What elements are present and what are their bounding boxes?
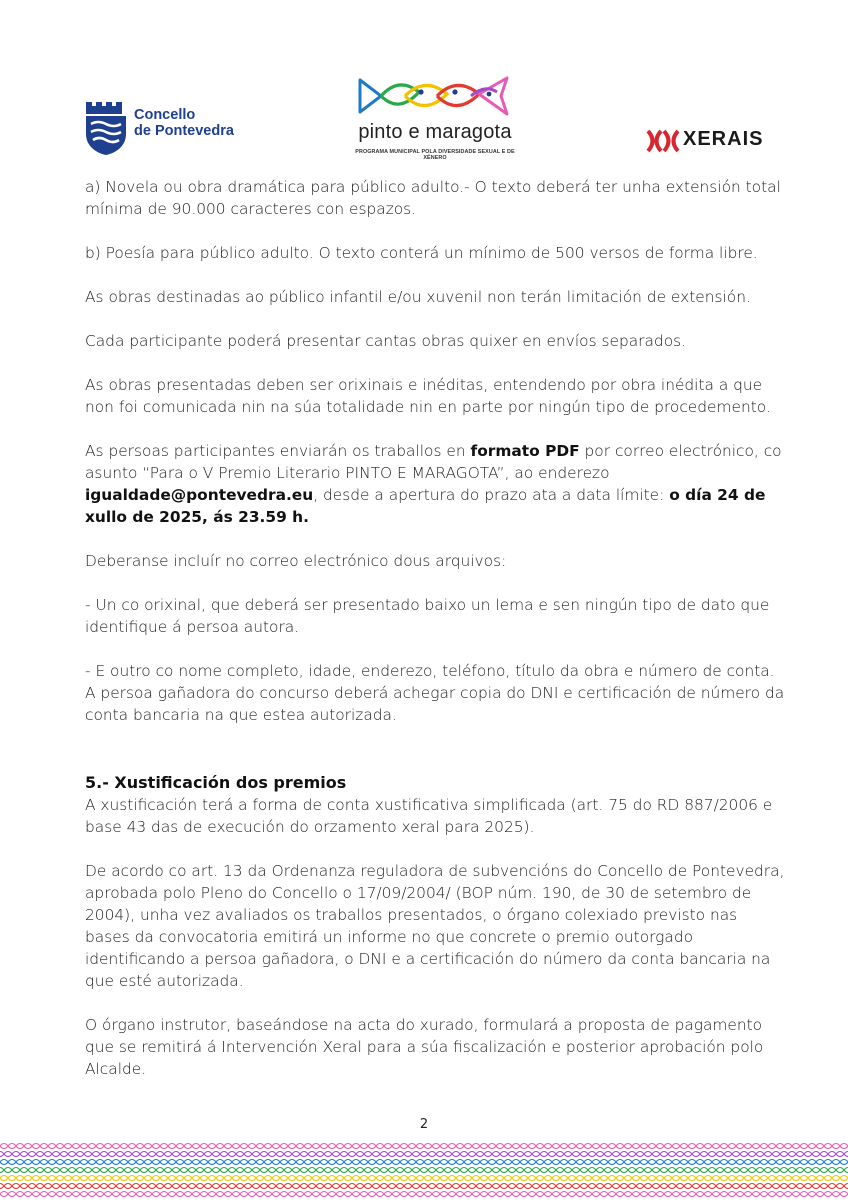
fish-pattern-icon: [0, 1142, 848, 1200]
paragraph-infantil: As obras destinadas ao público infantil e/ou xuvenil non terán limitación de extensión.: [85, 288, 751, 306]
footer-pattern-row: [0, 1176, 848, 1181]
paragraph-orixinal: - Un co orixinal, que deberá ser presentado baixo un lema e sen ningún tipo de dato que identifique á persoa autora.: [85, 596, 770, 636]
pontevedra-shield-icon: [84, 94, 128, 156]
deadline-date: o día 24 de xullo de 2025, ás 23.59 h.: [85, 486, 766, 526]
paragraph-cada-participante: Cada participante poderá presentar cantas obras quixer en envíos separados.: [85, 332, 687, 350]
envio-text-2: por correo electrónico, co asunto “Para o V Premio Literario PINTO E MARAGOTA”, ao enderezo: [85, 442, 782, 482]
xerais-x-icon: [645, 128, 681, 154]
paragraph-obras-ineditas: As obras presentadas deben ser orixinais e inéditas, entendendo por obra inédita a que non foi comunicada nin na súa totalidade nin en parte por ningún tipo de procedemento.: [85, 376, 771, 416]
paragraph-novela: a) Novela ou obra dramática para público adulto.- O texto deberá ter unha extensión total mínima de 90.000 caracteres con espazos.: [85, 178, 781, 218]
formato-pdf: formato PDF: [470, 442, 580, 460]
document-body: [85, 176, 785, 1080]
paragraph-organo-instrutor: O órgano instrutor, baseándose na acta do xurado, formulará a proposta de pagamento que se remitirá á Intervención Xeral para a súa fiscalización e posterior aprobación polo Alcalde.: [85, 1016, 764, 1078]
concello-de-pontevedra-logo: [84, 94, 244, 156]
email-address: igualdade@pontevedra.eu: [85, 486, 314, 504]
fish-chain-icon: [355, 74, 515, 120]
footer-pattern-row: [0, 1184, 848, 1189]
envio-text-1: As persoas participantes enviarán os traballos en: [85, 442, 471, 460]
page-header: [0, 0, 848, 170]
decorative-footer-pattern: [0, 1142, 848, 1200]
footer-pattern-row: [0, 1168, 848, 1173]
paragraph-outro-arquivo: - E outro co nome completo, idade, enderezo, teléfono, título da obra e número de conta. A persoa gañadora do concurso deberá achegar copia do DNI e certificación de número da conta bancaria na que estea autorizada.: [85, 662, 785, 724]
concello-logo-text: Concello de Pontevedra: [134, 107, 234, 139]
footer-pattern-row: [0, 1144, 848, 1149]
section-heading-xustificacion: 5.- Xustificación dos premios: [85, 773, 347, 792]
footer-pattern-row: [0, 1192, 848, 1197]
footer-pattern-row: [0, 1152, 848, 1157]
paragraph-deberanse: Deberanse incluír no correo electrónico dous arquivos:: [85, 552, 507, 570]
paragraph-xustificacion: A xustificación terá a forma de conta xustificativa simplificada (art. 75 do RD 887/2006 e base 43 das de execución do orzamento xeral para 2025).: [85, 796, 773, 836]
footer-pattern-row: [0, 1160, 848, 1165]
xerais-logo: [645, 128, 785, 154]
paragraph-de-acordo: De acordo co art. 13 da Ordenanza reguladora de subvencións do Concello de Pontevedra, aprobada polo Pleno do Concello o 17/09/2004/ (BOP núm. 190, de 30 de setembro de 2004), unha vez avaliados os traballos presentados, o órgano colexiado previsto nas bases da convocatoria emitirá un informe no que concrete o premio outorgado identificando a persoa gañadora, o DNI e a certificación do número da conta bancaria na que esté autorizada.: [85, 862, 785, 990]
paragraph-poesia: b) Poesía para público adulto. O texto conterá un mínimo de 500 versos de forma libre.: [85, 244, 758, 262]
pinto-logo-subtitle: PROGRAMA MUNICIPAL POLA DIVERSIDADE SEXUAL E DE XÉNERO: [355, 149, 515, 161]
page-number: 2: [419, 1117, 429, 1132]
envio-text-3: , desde a apertura do prazo ata a data límite:: [313, 486, 670, 504]
pinto-logo-title: pinto e maragota: [358, 121, 512, 143]
pinto-e-maragota-logo: [355, 74, 515, 166]
paragraph-envio: [85, 440, 785, 528]
xerais-logo-text: XERAIS: [683, 128, 764, 150]
